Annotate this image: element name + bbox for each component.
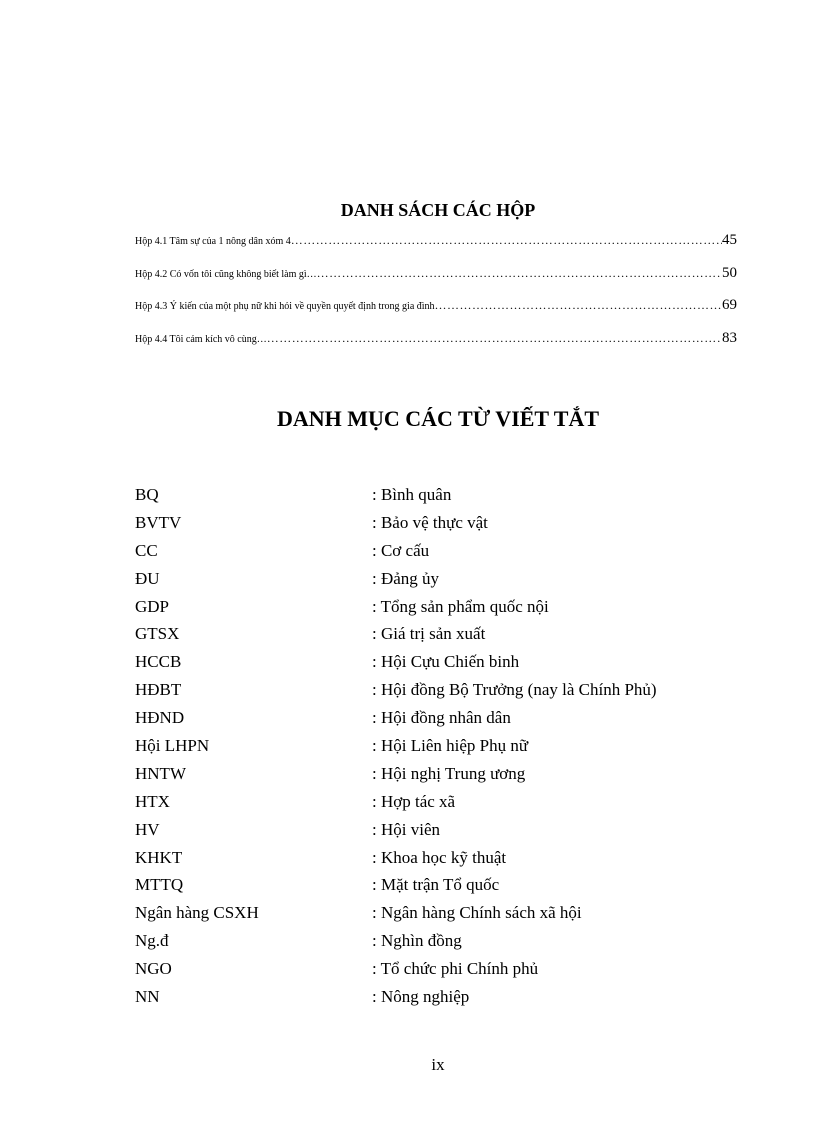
abbreviation-term: HCCB	[135, 652, 182, 672]
abbreviation-term: HNTW	[135, 763, 186, 783]
abbreviation-term: MTTQ	[135, 875, 184, 895]
abbreviation-row	[135, 509, 755, 537]
abbreviation-term: NN	[135, 986, 160, 1006]
abbreviation-definition: : Giá trị sản xuất	[372, 624, 486, 644]
toc-entry-label: Hộp 4.4 Tôi cảm kích vô cùng…	[135, 333, 267, 345]
toc-entry	[135, 265, 737, 298]
toc-entry	[135, 232, 737, 265]
boxes-list	[135, 232, 737, 362]
abbreviation-row	[135, 788, 755, 816]
abbreviation-definition: : Hội đồng nhân dân	[372, 708, 511, 728]
abbreviation-term: HĐBT	[135, 680, 182, 700]
abbreviation-row	[135, 565, 755, 593]
abbreviation-definition: : Hội đồng Bộ Trưởng (nay là Chính Phủ)	[372, 680, 657, 700]
abbreviation-term: CC	[135, 540, 158, 560]
abbreviation-definition: : Tổng sản phẩm quốc nội	[372, 596, 549, 616]
abbreviation-definition: : Tổ chức phi Chính phủ	[372, 959, 539, 979]
abbreviation-definition: : Khoa học kỹ thuật	[372, 847, 507, 867]
abbreviation-definition: : Hội Liên hiệp Phụ nữ	[372, 735, 529, 755]
abbreviation-term: GDP	[135, 596, 170, 616]
toc-leader-dots	[291, 233, 722, 248]
abbreviation-definition: : Hợp tác xã	[372, 791, 456, 811]
abbreviation-definition: : Hội nghị Trung ương	[372, 763, 526, 783]
abbreviation-definition: : Cơ cấu	[372, 540, 430, 560]
abbreviation-term: ĐU	[135, 568, 160, 588]
boxes-list-title: DANH SÁCH CÁC HỘP	[340, 200, 536, 220]
abbreviation-row	[135, 816, 755, 844]
abbreviation-term: KHKT	[135, 847, 183, 867]
toc-entry-page: 50	[722, 264, 737, 281]
toc-leader-dots	[317, 266, 722, 281]
page-number: ix	[431, 1055, 445, 1074]
abbreviation-term: HTX	[135, 791, 170, 811]
abbreviations-title: DANH MỤC CÁC TỪ VIẾT TẮT	[276, 406, 600, 431]
abbreviation-definition: : Bình quân	[372, 484, 452, 504]
toc-entry-label: Hộp 4.2 Có vốn tôi cũng không biết làm gì…	[135, 268, 317, 280]
toc-leader-dots	[267, 331, 722, 346]
toc-entry	[135, 297, 737, 330]
abbreviations-list	[135, 481, 755, 1011]
abbreviation-row	[135, 732, 755, 760]
abbreviation-row	[135, 676, 755, 704]
abbreviation-definition: : Hội viên	[372, 819, 440, 839]
abbreviation-definition: : Nông nghiệp	[372, 986, 470, 1006]
toc-entry	[135, 330, 737, 363]
abbreviation-definition: : Hội Cựu Chiến binh	[372, 652, 520, 672]
abbreviation-term: NGO	[135, 959, 172, 979]
abbreviation-row	[135, 983, 755, 1011]
abbreviation-term: BVTV	[135, 512, 182, 532]
abbreviation-term: Hội LHPN	[135, 735, 210, 755]
abbreviation-definition: : Mặt trận Tổ quốc	[372, 875, 500, 895]
abbreviation-term: Ngân hàng CSXH	[135, 903, 259, 923]
abbreviation-definition: : Bảo vệ thực vật	[372, 512, 488, 532]
abbreviation-definition: : Ngân hàng Chính sách xã hội	[372, 903, 582, 923]
toc-entry-label: Hộp 4.3 Ý kiến của một phụ nữ khi hỏi về quyền quyết định trong gia đình	[135, 301, 435, 312]
abbreviation-row	[135, 871, 755, 899]
abbreviation-definition: : Nghìn đồng	[372, 931, 462, 951]
abbreviation-row	[135, 955, 755, 983]
toc-entry-page: 45	[722, 232, 737, 248]
abbreviation-row	[135, 927, 755, 955]
abbreviation-term: Ng.đ	[135, 931, 169, 951]
abbreviation-term: HV	[135, 819, 160, 839]
abbreviation-row	[135, 481, 755, 509]
abbreviation-row	[135, 648, 755, 676]
abbreviation-row	[135, 844, 755, 872]
abbreviation-row	[135, 537, 755, 565]
abbreviation-row	[135, 704, 755, 732]
abbreviation-definition: : Đảng ủy	[372, 568, 440, 588]
abbreviation-row	[135, 899, 755, 927]
abbreviation-term: HĐND	[135, 708, 185, 728]
abbreviation-row	[135, 593, 755, 621]
toc-leader-dots	[435, 298, 722, 313]
toc-entry-page: 83	[722, 329, 737, 346]
abbreviation-row	[135, 760, 755, 788]
abbreviation-term: GTSX	[135, 624, 180, 644]
abbreviation-row	[135, 620, 755, 648]
toc-entry-label: Hộp 4.1 Tâm sự của 1 nông dân xóm 4	[135, 236, 291, 247]
abbreviation-term: BQ	[135, 484, 159, 504]
toc-entry-page: 69	[722, 297, 737, 313]
